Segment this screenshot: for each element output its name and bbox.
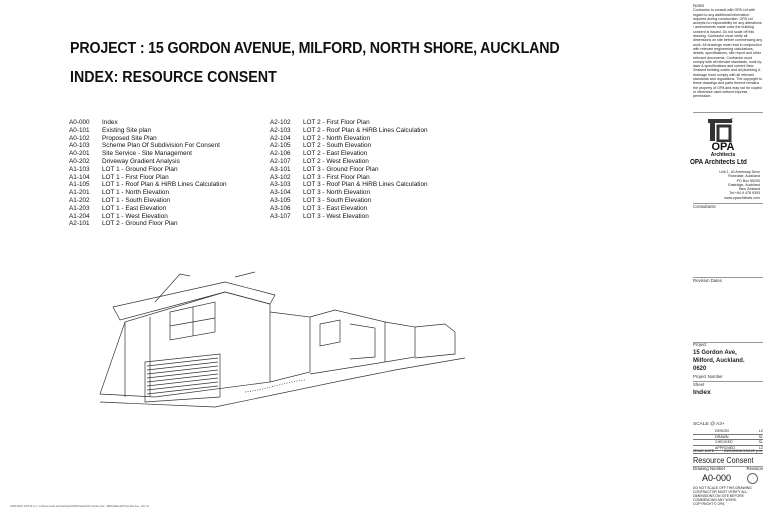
drawing-number: A0-000 — [702, 473, 732, 483]
sheet-title: LOT 1 - South Elevation — [102, 196, 171, 204]
drawing-number-header — [693, 467, 763, 471]
project-line: 0620 — [693, 365, 707, 372]
index-row — [69, 189, 227, 197]
index-row — [270, 150, 428, 158]
role: APPROVED — [715, 445, 735, 450]
sheet-title: LOT 1 - East Elevation — [102, 204, 167, 212]
issue-date-row — [693, 449, 763, 454]
sheet-label: Sheet — [693, 382, 705, 387]
index-row — [69, 213, 227, 221]
sheet-title: LOT 1 - Ground Floor Plan — [102, 165, 178, 173]
address-line: Rosedale, Auckland — [728, 174, 760, 179]
file-path-footer: 24/01/2018 3:54:22 p.m. C:\Documents and Settings\OPA\Projects\15 Gordon Ave - Milford\Revit\15 Gordon Ave - RC.rvt — [10, 505, 149, 508]
sheet-title: LOT 2 - First Floor Plan — [303, 119, 370, 126]
consultants-label: Consultants — [693, 204, 716, 209]
index-row — [270, 158, 428, 166]
sheet-code: A3-101 — [270, 165, 291, 173]
sheet-title: LOT 3 - South Elevation — [303, 196, 372, 204]
issue-date: 24/01/2018 3:54:22 p.m. — [724, 449, 763, 453]
index-row — [69, 158, 227, 166]
sheet-title: LOT 3 - Roof Plan & HiRB Lines Calculation — [303, 181, 428, 189]
index-row — [69, 150, 227, 158]
building-perspective-sketch — [95, 262, 475, 412]
project-address — [693, 349, 763, 373]
drawing-index-right — [270, 119, 428, 220]
sheet-title: LOT 2 - West Elevation — [303, 157, 369, 165]
index-row — [69, 197, 227, 205]
index-row — [69, 142, 227, 150]
sheet-code: A0-202 — [69, 157, 90, 165]
initials: LZ — [758, 429, 763, 433]
sheet-title: LOT 3 - West Elevation — [303, 212, 369, 220]
sheet-code: A1-105 — [69, 181, 90, 189]
notes-section — [693, 4, 763, 99]
revision-dates-label: Revision Dates — [693, 278, 722, 283]
address-line: New Zealand — [738, 187, 760, 192]
index-title: INDEX: RESOURCE CONSENT — [70, 69, 277, 86]
sheet-title: LOT 1 - Roof Plan & HiRB Lines Calculation — [102, 181, 227, 189]
sheet-code: A0-103 — [69, 142, 90, 150]
initials: SL — [758, 440, 763, 445]
notes-text: Contractor to consult with OPA Ltd with regard to any additional information required during construction. OPA Ltd accepts no responsibility for any alterations / amendments made once the building consent is issued. Do not scale off this drawing. Contractor must verify all dimensions on site before commencing any work. All drawings must read in conjunction with relevant engineering calculations, details, specifications, site report and other relevant documents. Contractor must comply with all relevant standards, local by-laws & specifications and current New Zealand building codes and all plumbing & drainage must comply with all relevant standards and regulations. The copyright to these drawings and parts thereof remains the property of OPA and may not be copied or otherwise used without express permission. — [693, 8, 763, 99]
role: DRAWN — [715, 434, 729, 439]
sheet-code: A3-106 — [270, 204, 291, 212]
sheet-code: A3-104 — [270, 189, 291, 197]
sheet-code: A1-202 — [69, 196, 90, 204]
sheet-name: Index — [693, 389, 711, 396]
address-line: Unit 1, 40 Arrenway Drive — [719, 170, 760, 174]
disclaimer-line: COMMENCING ANY WORK. — [693, 498, 738, 502]
index-row — [270, 189, 428, 197]
sheet-code: A2-105 — [270, 142, 291, 150]
sheet-title: Scheme Plan Of Subdivision For Consent — [102, 142, 220, 150]
sheet-title: LOT 3 - East Elevation — [303, 204, 368, 212]
sheet-code: A2-103 — [270, 126, 291, 134]
project-number-label: Project Number — [693, 374, 723, 379]
disclaimer-line: CONTRACTOR MUST VERIFY ALL — [693, 490, 748, 494]
index-row — [270, 127, 428, 135]
disclaimer — [693, 486, 763, 506]
company-address — [700, 170, 760, 200]
index-row — [69, 127, 227, 135]
sheet-code: A1-201 — [69, 189, 90, 197]
sheet-code: A3-105 — [270, 196, 291, 204]
logo-text: OPA — [711, 141, 735, 153]
sheet-title: LOT 3 - North Elevation — [303, 189, 371, 197]
index-row — [69, 181, 227, 189]
index-row — [270, 142, 428, 150]
address-line: PO Box 55290 — [736, 178, 760, 183]
sheet-code: A0-201 — [69, 150, 90, 158]
sheet-code: A1-204 — [69, 212, 90, 220]
sheet-title: LOT 3 - Ground Floor Plan — [303, 165, 379, 173]
index-row — [270, 119, 428, 127]
index-row — [69, 119, 227, 127]
initials: SL — [758, 434, 763, 439]
index-row — [270, 174, 428, 182]
sheet-title: Index — [102, 119, 118, 126]
index-row — [69, 174, 227, 182]
index-row — [69, 220, 227, 228]
sheet-title: LOT 2 - Ground Floor Plan — [102, 220, 178, 228]
role: DESIGN — [715, 429, 729, 433]
sheet-title: LOT 1 - West Elevation — [102, 212, 168, 220]
revision-circle — [747, 473, 758, 484]
role: CHECKED — [715, 440, 733, 445]
notes-label: Notes — [693, 3, 705, 8]
revision-label: Revision — [746, 466, 763, 471]
scale-label: SCALE @ A3+ — [693, 422, 725, 427]
sheet-title: LOT 1 - First Floor Plan — [102, 173, 169, 181]
sheet-code: A1-104 — [69, 173, 90, 181]
sheet-title: Driveway Gradient Analysis — [102, 157, 180, 165]
sheet-code: A2-102 — [270, 119, 291, 126]
sheet-code: A2-107 — [270, 157, 291, 165]
sheet-title: LOT 2 - North Elevation — [303, 134, 371, 142]
disclaimer-line: COPYRIGHT © OPA — [693, 502, 725, 506]
index-row — [270, 181, 428, 189]
sheet-title: LOT 3 - First Floor Plan — [303, 173, 370, 181]
index-row — [69, 205, 227, 213]
index-row — [270, 205, 428, 213]
drawing-index-left — [69, 119, 227, 228]
project-title: PROJECT : 15 GORDON AVENUE, MILFORD, NORTH SHORE, AUCKLAND — [70, 40, 560, 57]
sheet-code: A3-102 — [270, 173, 291, 181]
sheet-code: A1-203 — [69, 204, 90, 212]
index-row — [270, 166, 428, 174]
project-line: Milford, Auckland. — [693, 357, 745, 364]
address-line: Tel:+64 9 478 9393 — [729, 191, 760, 196]
sheet-title: Site Service - Site Management — [102, 150, 192, 158]
project-line: 15 Gordon Ave, — [693, 349, 737, 356]
address-line: www.oparchitects.com — [724, 195, 760, 200]
index-row — [270, 213, 428, 221]
sheet-code: A2-106 — [270, 150, 291, 158]
index-row — [270, 135, 428, 143]
initials: LZ — [758, 445, 763, 450]
sheet-title: LOT 2 - South Elevation — [303, 142, 372, 150]
sheet-title: Proposed Site Plan — [102, 134, 157, 142]
status-text: Resource Consent — [693, 455, 754, 465]
address-line: Eastridge, Auckland — [728, 182, 760, 187]
issue-date-label: ISSUE DATE — [693, 449, 715, 453]
sheet-code: A2-101 — [69, 220, 90, 228]
opa-logo-icon — [707, 118, 733, 142]
sheet-title: LOT 2 - East Elevation — [303, 150, 368, 158]
sheet-title: Existing Site plan — [102, 126, 152, 134]
sheet-code: A0-102 — [69, 134, 90, 142]
sheet-code: A1-103 — [69, 165, 90, 173]
sheet-code: A2-104 — [270, 134, 291, 142]
index-row — [270, 197, 428, 205]
sheet-code: A3-103 — [270, 181, 291, 189]
sheet-title: LOT 1 - North Elevation — [102, 189, 170, 197]
index-row — [69, 135, 227, 143]
sheet-code: A0-000 — [69, 119, 90, 126]
drawing-number-label: Drawing Number — [693, 466, 726, 471]
disclaimer-line: DO NOT SCALE OFF THIS DRAWING — [693, 486, 752, 490]
sheet-code: A3-107 — [270, 212, 291, 220]
disclaimer-line: DIMENSIONS ON SITE BEFORE — [693, 494, 744, 498]
sheet-code: A0-101 — [69, 126, 90, 134]
project-label: Project — [693, 342, 707, 347]
sheet-title: LOT 2 - Roof Plan & HiRB Lines Calculation — [303, 126, 428, 134]
logo-subtext: Architects — [710, 152, 736, 158]
company-name: OPA Architects Ltd — [690, 159, 747, 166]
index-row — [69, 166, 227, 174]
